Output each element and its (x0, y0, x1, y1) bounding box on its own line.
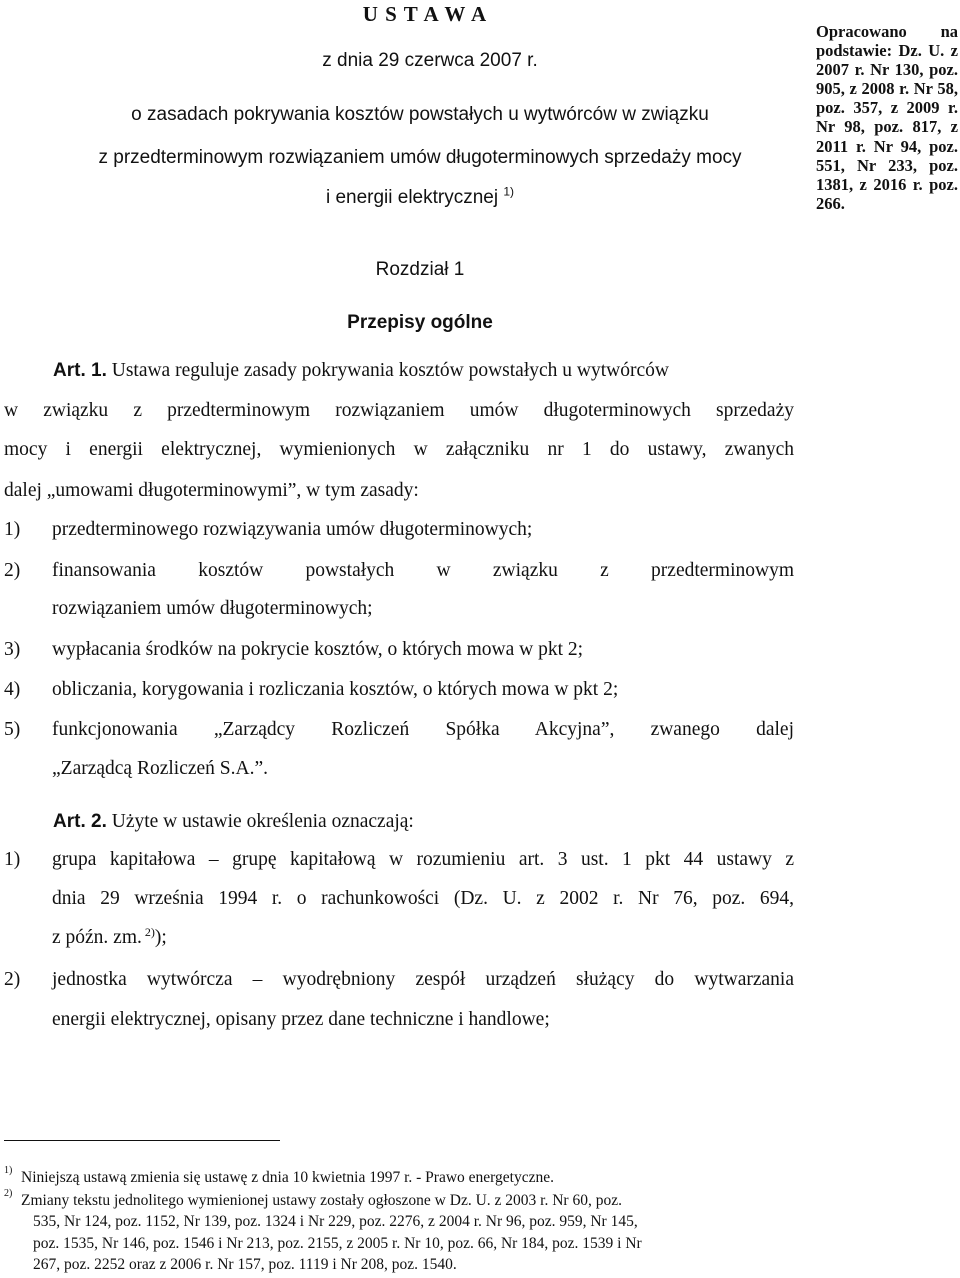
art2-line-1 (53, 811, 414, 833)
item-text: finansowania kosztów powstałych w związku z przedterminowym (52, 560, 794, 581)
item-number: 3) (4, 639, 21, 660)
item-text: przedterminowego rozwiązywania umów długoterminowych; (52, 519, 533, 540)
footnote-text: poz. 1535, Nr 146, poz. 1546 i Nr 213, poz. 2155, z 2005 r. Nr 10, poz. 66, Nr 184, poz. 1539 i Nr (33, 1235, 642, 1252)
item-text: dnia 29 września 1994 r. o rachunkowości (Dz. U. z 2002 r. Nr 76, poz. 694, (52, 888, 794, 909)
footnote-mark: 1) (4, 1165, 13, 1176)
chapter-title: Przepisy ogólne (347, 312, 493, 333)
footnote-separator (4, 1140, 280, 1141)
footnote-ref-1[interactable]: 1) (503, 184, 515, 199)
item-number: 1) (4, 519, 21, 540)
art1-line-1 (53, 360, 669, 382)
item-text: obliczania, korygowania i rozliczania kosztów, o których mowa w pkt 2; (52, 679, 619, 700)
sidebar-source-note: Opracowano na podstawie: Dz. U. z 2007 r. Nr 130, poz. 905, z 2008 r. Nr 58, poz. 357, z 2009 r. Nr 98, poz. 817, z 2011 r. Nr 94, poz. 551, Nr 233, poz. 1381, z 2016 r. poz. 266. (816, 22, 958, 213)
footnote-text: 267, poz. 2252 oraz z 2006 r. Nr 157, poz. 1119 i Nr 208, poz. 1540. (33, 1256, 457, 1273)
item-number: 4) (4, 679, 21, 700)
art1-line-4: dalej „umowami długoterminowymi”, w tym zasady: (4, 480, 419, 501)
footnote-text: 535, Nr 124, poz. 1152, Nr 139, poz. 1324 i Nr 229, poz. 2276, z 2004 r. Nr 96, poz. 959, Nr 145, (33, 1213, 638, 1230)
footnote-mark: 2) (4, 1188, 13, 1199)
item-text: wypłacania środków na pokrycie kosztów, o których mowa w pkt 2; (52, 639, 584, 660)
item-text-last (52, 924, 167, 949)
subject-line-3-text: i energii elektrycznej (325, 187, 499, 208)
item-text: „Zarządcą Rozliczeń S.A.”. (52, 758, 269, 779)
art2-intro: Użyte w ustawie określenia oznaczają: (111, 811, 414, 832)
item-text: funkcjonowania „Zarządcy Rozliczeń Spółka Akcyjna”, zwanego dalej (52, 719, 794, 740)
act-subject-line-1: o zasadach pokrywania kosztów powstałych u wytwórców w związku (131, 104, 709, 125)
footnote-text: Zmiany tekstu jednolitego wymienionej ustawy zostały ogłoszone w Dz. U. z 2003 r. Nr 60, poz. (21, 1192, 622, 1209)
item-text: grupa kapitałowa – grupę kapitałową w rozumieniu art. 3 ust. 1 pkt 44 ustawy z (52, 849, 794, 870)
item-text: z późn. zm. (52, 927, 142, 948)
item-number: 5) (4, 719, 21, 740)
art1-line-3: mocy i energii elektrycznej, wymienionych w załączniku nr 1 do ustawy, zwanych (4, 439, 794, 460)
art1-line-2: w związku z przedterminowym rozwiązaniem umów długoterminowych sprzedaży (4, 400, 794, 421)
item-text: jednostka wytwórcza – wyodrębniony zespół urządzeń służący do wytwarzania (52, 969, 794, 990)
item-number: 2) (4, 969, 21, 990)
item-text-tail: ); (154, 927, 167, 948)
item-number: 1) (4, 849, 21, 870)
act-title: U S T A W A (362, 2, 488, 26)
footnote-text: Niniejszą ustawą zmienia się ustawę z dnia 10 kwietnia 1997 r. - Prawo energetyczne. (21, 1169, 554, 1186)
act-date: z dnia 29 czerwca 2007 r. (322, 50, 538, 71)
act-subject-line-2: z przedterminowym rozwiązaniem umów długoterminowych sprzedaży mocy (98, 147, 742, 168)
art1-text-1: Ustawa reguluje zasady pokrywania kosztów powstałych u wytwórców (111, 360, 669, 381)
act-subject-line-3 (20, 184, 820, 209)
chapter-number: Rozdział 1 (375, 259, 465, 280)
art1-label: Art. 1. (53, 360, 107, 381)
item-text: energii elektrycznej, opisany przez dane techniczne i handlowe; (52, 1009, 550, 1030)
footnote-ref-2[interactable]: 2) (144, 924, 155, 939)
item-text: rozwiązaniem umów długoterminowych; (52, 598, 373, 619)
item-number: 2) (4, 560, 21, 581)
art2-label: Art. 2. (53, 811, 107, 832)
